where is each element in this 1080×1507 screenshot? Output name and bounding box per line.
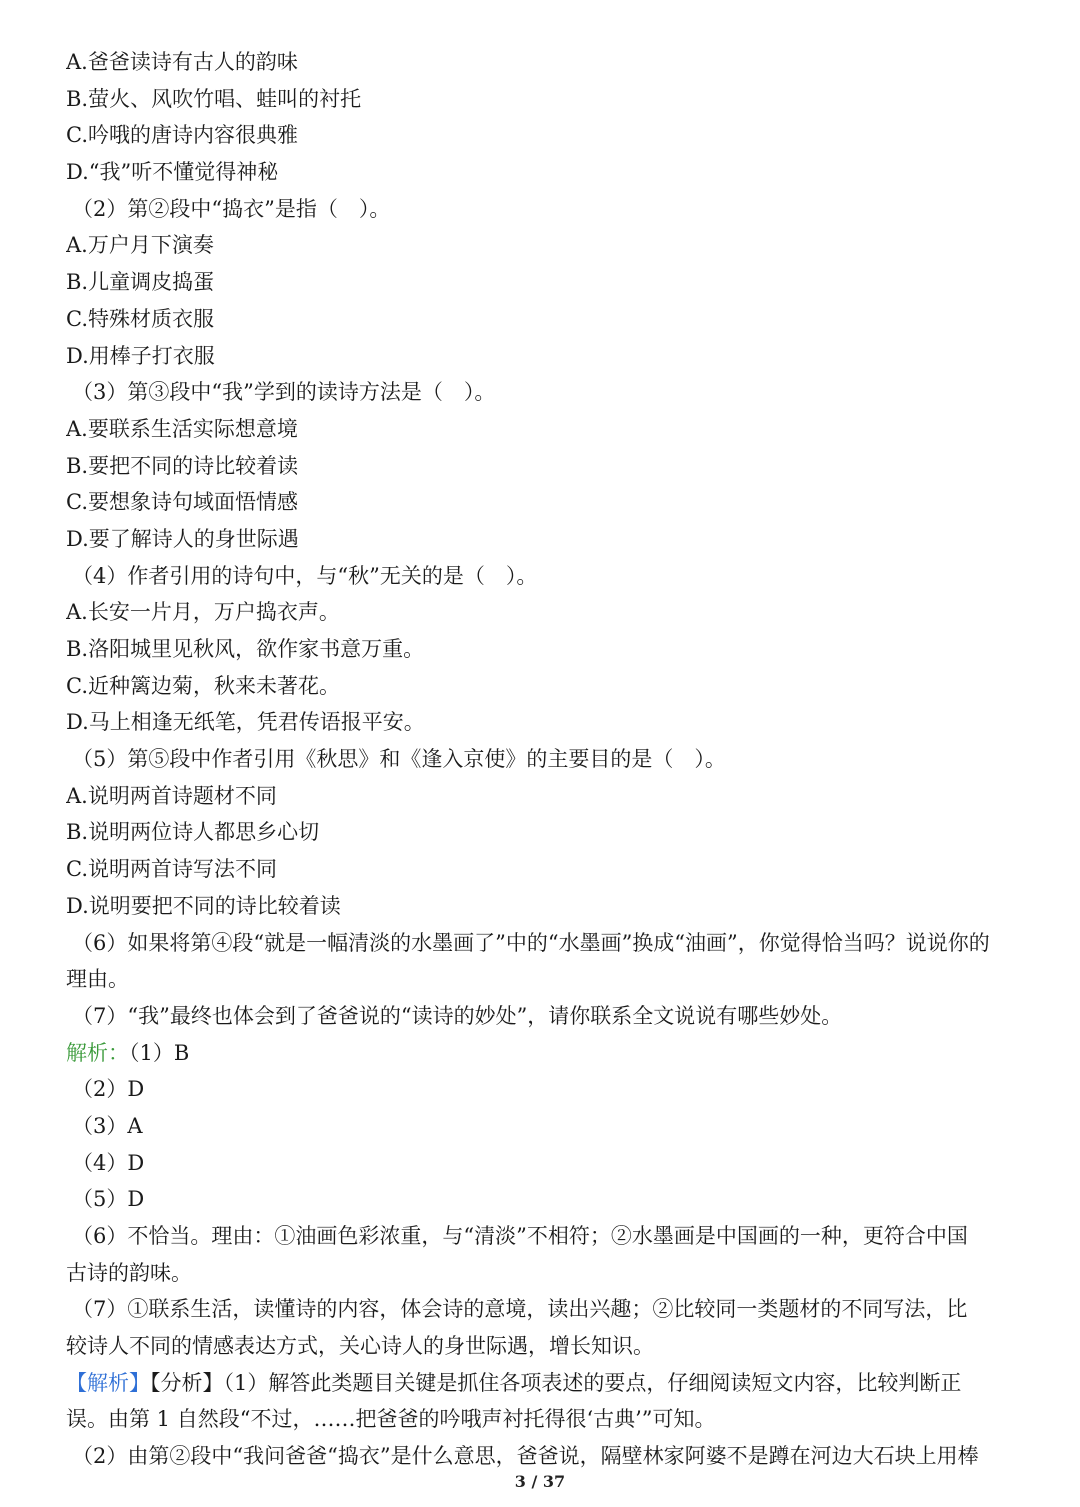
text-line: C.说明两首诗写法不同 <box>66 857 277 882</box>
answer-line: （4）D <box>72 1150 145 1175</box>
explanation-header <box>66 1365 1026 1402</box>
question-line: （7）“我”最终也体会到了爸爸说的“读诗的妙处”，请你联系全文说说有哪些妙处。 <box>72 1003 843 1028</box>
text-line: D.要了解诗人的身世际遇 <box>66 526 299 551</box>
answer-line: 古诗的韵味。 <box>66 1260 192 1285</box>
text-line: B.说明两位诗人都思乡心切 <box>66 820 320 845</box>
text-line: D.马上相逢无纸笔，凭君传语报平安。 <box>66 710 425 735</box>
question-line: （2）第②段中“捣衣”是指（ ）。 <box>72 196 391 221</box>
text-line: A.要联系生活实际想意境 <box>66 416 298 441</box>
text-line: D.用棒子打衣服 <box>66 343 215 368</box>
answer-line: （5）D <box>72 1187 145 1212</box>
question-line: （5）第⑤段中作者引用《秋思》和《逢入京使》的主要目的是（ ）。 <box>72 747 726 772</box>
answer-line: （2）D <box>72 1077 145 1102</box>
analysis-first-answer: （1）B <box>129 1040 190 1065</box>
text-line: D.说明要把不同的诗比较着读 <box>66 893 341 918</box>
text-line: 理由。 <box>66 967 129 992</box>
question-line: （4）作者引用的诗句中，与“秋”无关的是（ ）。 <box>72 563 538 588</box>
text-line: B.儿童调皮捣蛋 <box>66 270 215 295</box>
analysis-header <box>66 1035 1026 1072</box>
explanation-first-text: 【分析】（1）解答此类题目关键是抓住各项表述的要点，仔细阅读短文内容，比较判断正 <box>150 1370 962 1395</box>
page-number: 3 / 37 <box>514 1472 566 1491</box>
analysis-label: 解析： <box>66 1040 129 1065</box>
text-line: A.万户月下演奏 <box>66 233 214 258</box>
text-line: C.要想象诗句域面悟情感 <box>66 490 298 515</box>
question-line: （3）第③段中“我”学到的读诗方法是（ ）。 <box>72 380 496 405</box>
text-line: B.萤火、风吹竹唱、蛙叫的衬托 <box>66 86 362 111</box>
text-line: C.特殊材质衣服 <box>66 306 214 331</box>
answer-line: （7）①联系生活，读懂诗的内容，体会诗的意境，读出兴趣；②比较同一类题材的不同写法，比 <box>72 1297 968 1322</box>
text-line: A.爸爸读诗有古人的韵味 <box>66 50 298 74</box>
explanation-label: 【解析】 <box>66 1370 150 1395</box>
answer-line: （3）A <box>72 1113 143 1138</box>
text-line: A.长安一片月，万户捣衣声。 <box>66 600 340 625</box>
text-line: C.近种篱边菊，秋来未著花。 <box>66 673 340 698</box>
text-line: D.“我”听不懂觉得神秘 <box>66 160 279 185</box>
answer-line: （6）不恰当。理由：①油画色彩浓重，与“清淡”不相符；②水墨画是中国画的一种，更符合中国 <box>72 1224 968 1248</box>
document-content <box>66 44 1026 1475</box>
text-line: C.吟哦的唐诗内容很典雅 <box>66 123 298 148</box>
question-line: （6）如果将第④段“就是一幅清淡的水墨画了”中的“水墨画”换成“油画”，你觉得恰当吗？说说你的 <box>72 930 990 955</box>
text-line: A.说明两首诗题材不同 <box>66 783 277 808</box>
explanation-line: （2）由第②段中“我问爸爸“捣衣”是什么意思，爸爸说，隔壁林家阿婆不是蹲在河边大石块上用棒 <box>72 1444 979 1469</box>
explanation-line: 误。由第 1 自然段“不过，……把爸爸的吟哦声衬托得很‘古典’”可知。 <box>66 1407 716 1432</box>
text-line: B.洛阳城里见秋风，欲作家书意万重。 <box>66 637 425 661</box>
text-line: B.要把不同的诗比较着读 <box>66 453 299 478</box>
answer-line: 较诗人不同的情感表达方式，关心诗人的身世际遇，增长知识。 <box>66 1334 654 1359</box>
